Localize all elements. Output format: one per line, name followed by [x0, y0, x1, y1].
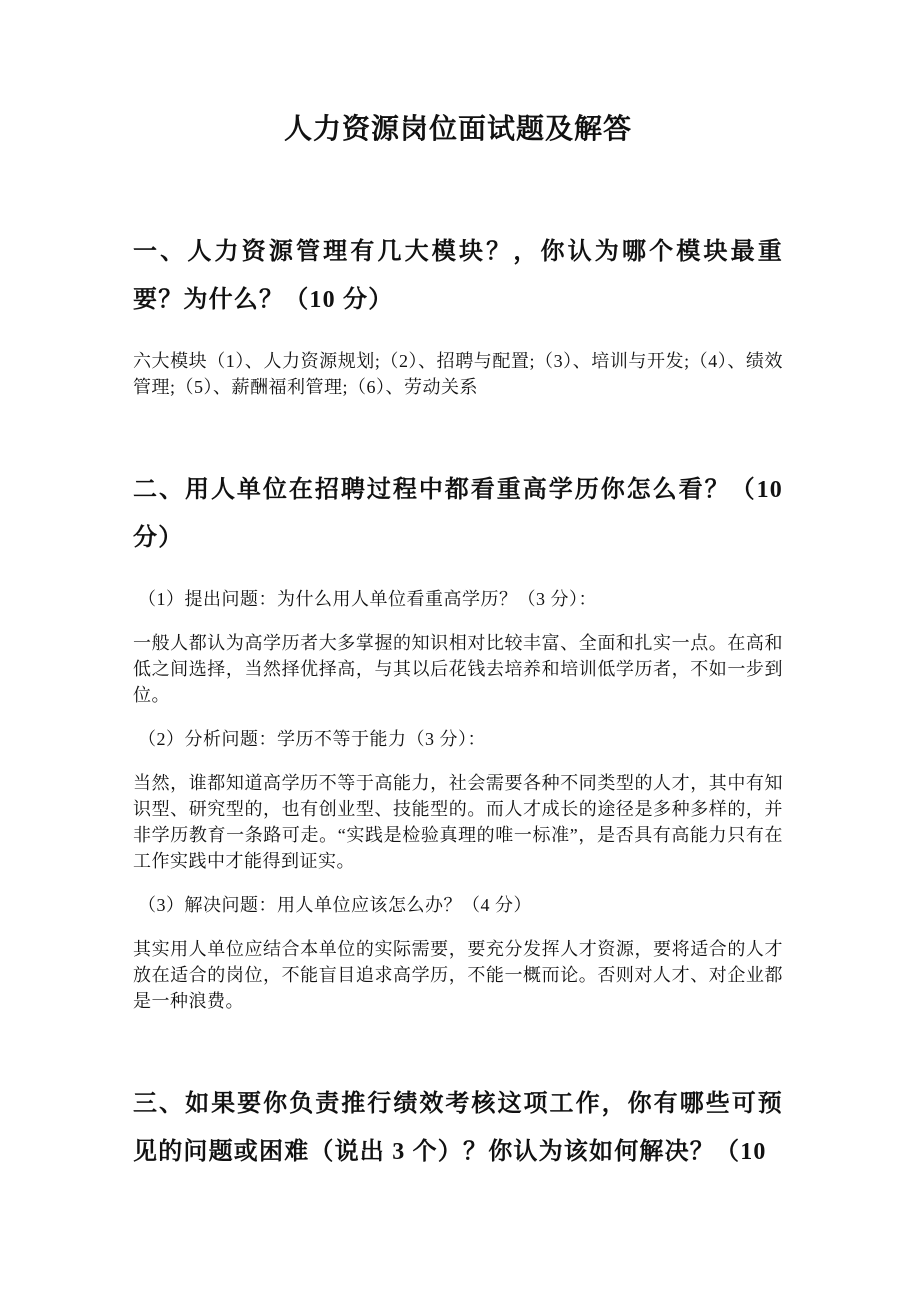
question-section: [133, 1080, 783, 1176]
answer-paragraph: 一般人都认为高学历者大多掌握的知识相对比较丰富、全面和扎实一点。在高和低之间选择，当然择优择高，与其以后花钱去培养和培训低学历者，不如一步到位。: [133, 633, 783, 705]
question-section: [133, 228, 783, 400]
question-section: [133, 466, 783, 1014]
question-heading: 三、如果要你负责推行绩效考核这项工作，你有哪些可预见的问题或困难（说出 3 个）？你认为该如何解决？（10: [133, 1091, 783, 1165]
answer-subpoint: （1）提出问题：为什么用人单位看重高学历？（3 分）：: [138, 589, 597, 609]
answer-paragraph: 其实用人单位应结合本单位的实际需要，要充分发挥人才资源，要将适合的人才放在适合的岗位，不能盲目追求高学历，不能一概而论。否则对人才、对企业都是一种浪费。: [133, 939, 783, 1011]
question-heading: 二、用人单位在招聘过程中都看重高学历你怎么看？（10 分）: [133, 477, 783, 551]
answer-subpoint: （2）分析问题：学历不等于能力（3 分）：: [138, 729, 486, 749]
question-heading: 一、人力资源管理有几大模块？，你认为哪个模块最重要？为什么？（10 分）: [133, 239, 783, 313]
answer-subpoint: （3）解决问题：用人单位应该怎么办？（4 分）: [138, 895, 532, 915]
answer-paragraph: 六大模块（1）、人力资源规划;（2）、招聘与配置;（3）、培训与开发;（4）、绩效管理;（5）、薪酬福利管理;（6）、劳动关系: [133, 351, 783, 397]
page-title: 人力资源岗位面试题及解答: [283, 114, 632, 145]
document-body: [133, 228, 783, 1176]
answer-paragraph: 当然，谁都知道高学历不等于高能力，社会需要各种不同类型的人才，其中有知识型、研究型的，也有创业型、技能型的。而人才成长的途径是多种多样的，并非学历教育一条路可走。“实践是检验真理的唯一标准”，是否具有高能力只有在工作实践中才能得到证实。: [133, 773, 783, 871]
